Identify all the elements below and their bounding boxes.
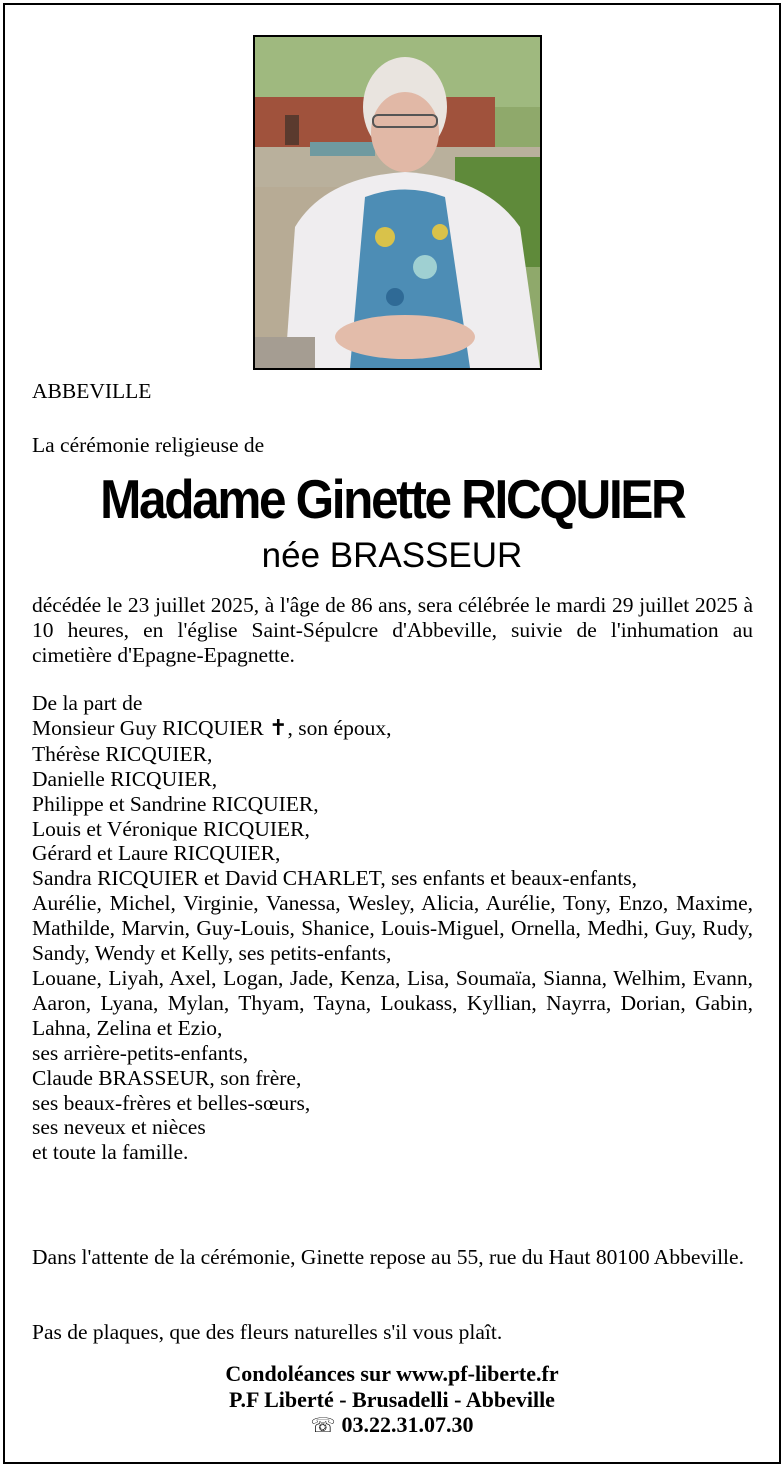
death-announcement: décédée le 23 juillet 2025, à l'âge de 86 ans, sera célébrée le mardi 29 juillet 2025 à 10 heures, en l'église Saint-Sépulcre d'Abbeville, suivie de l'inhumation au cimetière d'Epagne-Epagnette. [32,593,753,667]
from-line: De la part de [32,691,143,715]
funeral-home-name: P.F Liberté - Brusadelli - Abbeville [229,1386,555,1412]
family-list [32,691,753,1165]
funeral-home-footer [5,1361,779,1439]
child-line: Danielle RICQUIER, [32,766,218,791]
closing-line: et toute la famille. [32,1140,189,1165]
great-grandchildren-list: Louane, Liyah, Axel, Logan, Jade, Kenza, Lisa, Soumaïa, Sianna, Welhim, Evann, Aaron, Lyana, Mylan, Thyam, Tayna, Loukass, Kyllian, Nayrra, Dorian, Gabin, Lahna, Zelina et Ezio, [32,965,753,1040]
portrait-photo [253,35,542,370]
location: ABBEVILLE [32,379,152,403]
maiden-name: née BRASSEUR [261,536,523,575]
closing-line: ses arrière-petits-enfants, [32,1040,249,1065]
closing-line: ses beaux-frères et belles-sœurs, [32,1090,311,1115]
phone-icon: ☏ [310,1413,336,1437]
phone-line [5,1412,779,1439]
wait-notice: Dans l'attente de la cérémonie, Ginette repose au 55, rue du Haut 80100 Abbeville. [32,1245,744,1269]
flowers-notice: Pas de plaques, que des fleurs naturelles s'il vous plaît. [32,1320,503,1344]
closing-line: Claude BRASSEUR, son frère, [32,1065,302,1090]
spouse-line [32,716,753,742]
closing-line: ses neveux et nièces [32,1115,206,1140]
child-line: Thérèse RICQUIER, [32,741,213,766]
cross-icon: ✝ [269,715,288,741]
spouse-relation: , son époux, [287,715,392,740]
ceremony-intro: La cérémonie religieuse de [32,433,265,457]
phone-number: 03.22.31.07.30 [341,1412,474,1437]
condolences-line: Condoléances sur www.pf-liberte.fr [225,1361,559,1386]
child-line: Louis et Véronique RICQUIER, [32,816,310,841]
grandchildren-list: Aurélie, Michel, Virginie, Vanessa, Wesley, Alicia, Aurélie, Tony, Enzo, Maxime, Mathilde, Marvin, Guy-Louis, Shanice, Louis-Miguel, Ornella, Medhi, Guy, Rudy, Sandy, Wendy et Kelly, ses petits-enfants, [32,891,753,966]
child-line: Gérard et Laure RICQUIER, [32,841,281,866]
children-closing: Sandra RICQUIER et David CHARLET, ses enfants et beaux-enfants, [32,866,638,891]
portrait-illustration [255,37,540,368]
deceased-name: Madame Ginette RICQUIER [100,468,685,530]
child-line: Philippe et Sandrine RICQUIER, [32,791,319,816]
obituary-notice [3,3,781,1464]
spouse-name: Monsieur Guy RICQUIER [32,715,264,740]
